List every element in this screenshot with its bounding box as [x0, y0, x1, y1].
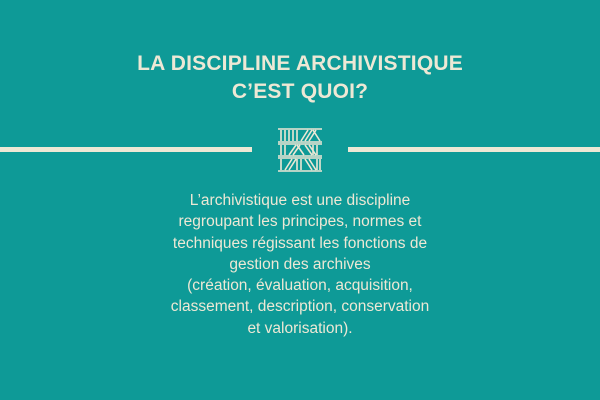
definition-line: (création, évaluation, acquisition, — [187, 277, 413, 295]
divider-right — [348, 147, 600, 152]
archive-emblem-icon — [277, 128, 323, 172]
page-title — [0, 50, 600, 106]
definition-line: gestion des archives — [229, 255, 371, 273]
title-line-2: C’EST QUOI? — [231, 80, 369, 103]
title-line-1: LA DISCIPLINE ARCHIVISTIQUE — [137, 52, 463, 75]
definition-text — [0, 190, 600, 339]
divider-left — [0, 147, 252, 152]
definition-line: L’archivistique est une discipline — [189, 192, 411, 209]
definition-line: et valorisation). — [247, 319, 353, 337]
definition-line: classement, description, conservation — [170, 298, 430, 316]
definition-line: techniques régissant les fonctions de — [172, 234, 428, 252]
definition-line: regroupant les principes, normes et — [178, 213, 422, 231]
